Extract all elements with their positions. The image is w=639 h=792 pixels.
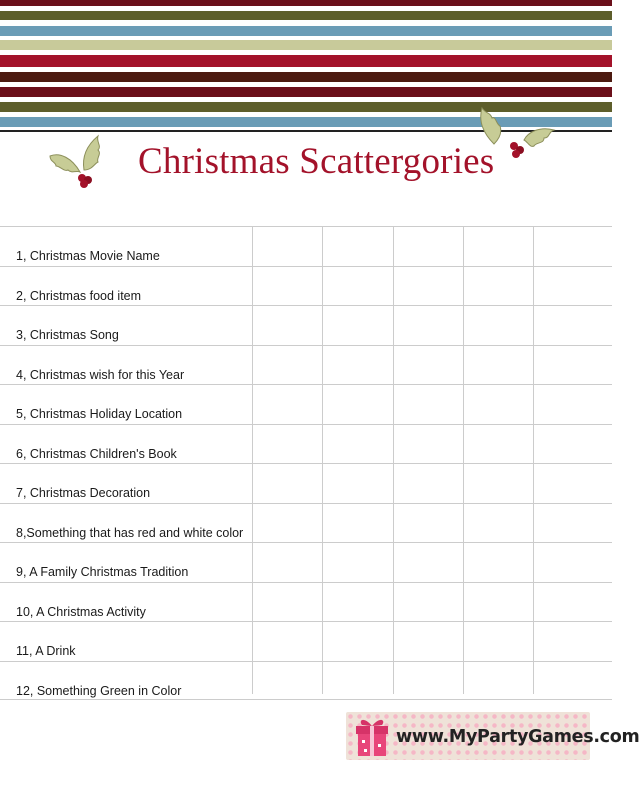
prompt-label: 6, Christmas Children's Book xyxy=(16,446,177,461)
holly-left-icon xyxy=(46,132,108,194)
prompt-label: 9, A Family Christmas Tradition xyxy=(16,565,189,579)
prompt-label: 8,Something that has red and white color xyxy=(16,525,244,540)
column-divider xyxy=(252,226,253,694)
page-title: Christmas Scattergories xyxy=(138,141,495,182)
prompt-label: 2, Christmas food item xyxy=(16,288,142,303)
table-row xyxy=(0,424,612,464)
table-row xyxy=(0,582,612,622)
stripe-olive xyxy=(0,11,612,20)
table-row xyxy=(0,503,612,543)
stripe-red xyxy=(0,55,612,67)
column-divider xyxy=(393,226,394,694)
prompt-label: 10, A Christmas Activity xyxy=(16,604,146,619)
stripe-maroon xyxy=(0,0,612,6)
column-divider xyxy=(533,226,534,694)
table-row xyxy=(0,661,612,701)
logo-text: www.MyPartyGames.com xyxy=(396,727,639,747)
stripe-brown xyxy=(0,72,612,82)
table-row xyxy=(0,226,612,266)
table-row xyxy=(0,542,612,582)
prompt-label: 1, Christmas Movie Name xyxy=(16,249,160,263)
prompts-table xyxy=(0,226,612,700)
table-row xyxy=(0,384,612,424)
site-logo[interactable] xyxy=(346,712,639,760)
gift-icon xyxy=(354,714,390,758)
table-row xyxy=(0,305,612,345)
table-row xyxy=(0,345,612,385)
table-row xyxy=(0,266,612,306)
prompt-label: 4, Christmas wish for this Year xyxy=(16,367,185,382)
table-row xyxy=(0,621,612,661)
prompt-label: 5, Christmas Holiday Location xyxy=(16,407,183,421)
stripe-sage xyxy=(0,40,612,50)
stripe-blue xyxy=(0,26,612,36)
column-divider xyxy=(322,226,323,694)
prompt-label: 3, Christmas Song xyxy=(16,328,119,342)
prompt-label: 11, A Drink xyxy=(16,644,76,658)
table-row xyxy=(0,463,612,503)
stripe-maroon xyxy=(0,87,612,97)
column-divider xyxy=(463,226,464,694)
prompt-label: 7, Christmas Decoration xyxy=(16,486,151,500)
prompt-label: 12, Something Green in Color xyxy=(16,683,182,698)
